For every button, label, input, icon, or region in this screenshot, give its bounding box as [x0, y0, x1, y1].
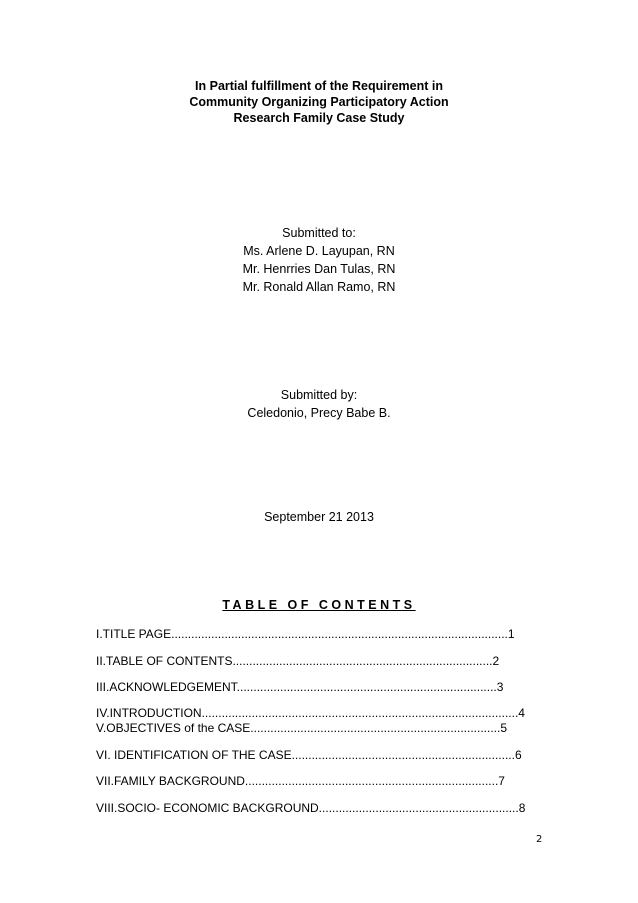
toc-entry: VII.FAMILY BACKGROUND............................................................................7	[96, 774, 505, 788]
toc-entry: I.TITLE PAGE.....................................................................................................1	[96, 627, 515, 641]
toc-entry: VIII.SOCIO- ECONOMIC BACKGROUND............................................................8	[96, 801, 526, 815]
toc-entry: V.OBJECTIVES of the CASE...........................................................................5	[96, 721, 508, 735]
submitted-to-block	[0, 224, 638, 296]
submission-date: September 21 2013	[264, 510, 374, 524]
submitted-by-block	[0, 386, 638, 422]
submitted-by-label: Submitted by:	[280, 388, 358, 402]
toc-entry: VI. IDENTIFICATION OF THE CASE...................................................................6	[96, 748, 522, 762]
toc-entry: III.ACKNOWLEDGEMENT..............................................................................3	[96, 680, 504, 694]
recipient-name: Mr. Henrries Dan Tulas, RN	[242, 262, 396, 276]
author-name: Celedonio, Precy Babe B.	[247, 406, 391, 420]
title-line: Community Organizing Participatory Action	[189, 95, 449, 109]
toc-entry: II.TABLE OF CONTENTS..............................................................................2	[96, 654, 500, 668]
date-block	[0, 508, 638, 526]
toc-entry: IV.INTRODUCTION...............................................................................................4	[96, 706, 525, 720]
title-block	[0, 78, 638, 126]
page-number: 2	[536, 834, 543, 845]
toc-heading: TABLE OF CONTENTS	[222, 598, 416, 612]
submitted-to-label: Submitted to:	[282, 226, 356, 240]
title-line: In Partial fulfillment of the Requirement in	[195, 79, 443, 93]
title-line: Research Family Case Study	[233, 111, 405, 125]
recipient-name: Mr. Ronald Allan Ramo, RN	[242, 280, 396, 294]
recipient-name: Ms. Arlene D. Layupan, RN	[243, 244, 395, 258]
